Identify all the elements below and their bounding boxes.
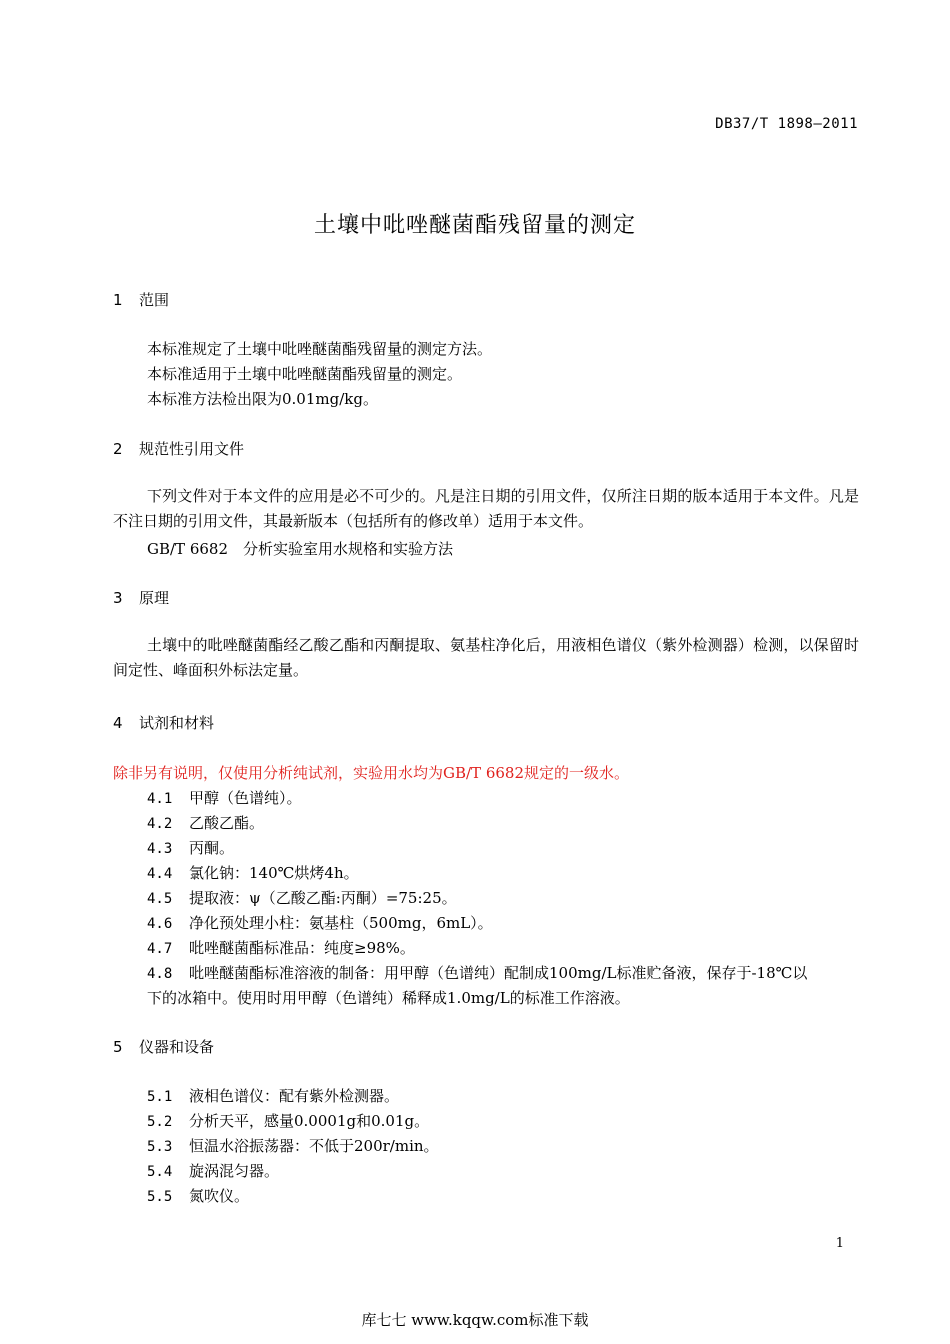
item-text: 液相色谱仪：配有紫外检测器。 bbox=[189, 1087, 400, 1105]
section-number: 3 bbox=[113, 589, 123, 607]
paragraph: 本标准适用于土壤中吡唑醚菌酯残留量的测定。 bbox=[147, 365, 463, 383]
item-text: 分析天平，感量0.0001g和0.01g。 bbox=[189, 1112, 430, 1130]
section-number: 5 bbox=[113, 1038, 123, 1056]
standard-code: DB37/T 1898—2011 bbox=[715, 116, 858, 132]
list-item bbox=[147, 1160, 279, 1181]
item-text: 氯化钠：140℃烘烤4h。 bbox=[189, 864, 359, 882]
section-number: 4 bbox=[113, 714, 123, 732]
item-text: 吡唑醚菌酯标准溶液的制备：用甲醇（色谱纯）配制成100mg/L标准贮备液，保存于-18℃以 bbox=[189, 964, 808, 982]
list-item bbox=[147, 912, 493, 933]
paragraph: 本标准规定了土壤中吡唑醚菌酯残留量的测定方法。 bbox=[147, 340, 493, 358]
section-3-heading bbox=[113, 587, 169, 608]
section-4-heading bbox=[113, 712, 214, 733]
item-text: 甲醇（色谱纯）。 bbox=[189, 789, 302, 807]
list-item bbox=[147, 812, 264, 833]
item-number: 5.4 bbox=[147, 1164, 173, 1180]
section-title: 仪器和设备 bbox=[139, 1038, 215, 1056]
item-number: 4.1 bbox=[147, 791, 173, 807]
item-text: 氮吹仪。 bbox=[189, 1187, 250, 1205]
section-title: 原理 bbox=[139, 589, 170, 607]
section-title: 试剂和材料 bbox=[139, 714, 215, 732]
footer-watermark[interactable]: 库七七 www.kqqw.com标准下载 bbox=[361, 1311, 589, 1329]
normative-reference: GB/T 6682 分析实验室用水规格和实验方法 bbox=[147, 540, 454, 558]
section-title: 范围 bbox=[139, 291, 170, 309]
list-item bbox=[147, 937, 415, 958]
section-number: 2 bbox=[113, 440, 123, 458]
item-number: 5.1 bbox=[147, 1089, 173, 1105]
item-text: 提取液：ψ（乙酸乙酯:丙酮）=75:25。 bbox=[189, 889, 457, 907]
list-item bbox=[147, 787, 302, 808]
item-text: 吡唑醚菌酯标准品：纯度≥98%。 bbox=[189, 939, 415, 957]
list-item bbox=[147, 962, 807, 983]
section-number: 1 bbox=[113, 291, 123, 309]
section-1-heading bbox=[113, 289, 169, 310]
item-text: 净化预处理小柱：氨基柱（500mg，6mL）。 bbox=[189, 914, 493, 932]
list-item bbox=[147, 837, 234, 858]
list-item-continuation: 下的冰箱中。使用时用甲醇（色谱纯）稀释成1.0mg/L的标准工作溶液。 bbox=[147, 989, 630, 1007]
list-item bbox=[147, 887, 457, 908]
item-number: 4.4 bbox=[147, 866, 173, 882]
paragraph: 本标准方法检出限为0.01mg/kg。 bbox=[147, 390, 378, 408]
item-number: 4.5 bbox=[147, 891, 173, 907]
item-number: 4.6 bbox=[147, 916, 173, 932]
section-5-heading bbox=[113, 1036, 214, 1057]
list-item bbox=[147, 1135, 439, 1156]
list-item bbox=[147, 1110, 429, 1131]
list-item bbox=[147, 1085, 399, 1106]
paragraph: 土壤中的吡唑醚菌酯经乙酸乙酯和丙酮提取、氨基柱净化后，用液相色谱仪（紫外检测器）检测，以保留时间定性、峰面积外标法定量。 bbox=[113, 636, 859, 679]
page-number: 1 bbox=[835, 1236, 844, 1251]
item-number: 5.5 bbox=[147, 1189, 173, 1205]
item-text: 乙酸乙酯。 bbox=[189, 814, 265, 832]
reagent-note: 除非另有说明，仅使用分析纯试剂，实验用水均为GB/T 6682规定的一级水。 bbox=[113, 764, 630, 782]
item-text: 恒温水浴振荡器：不低于200r/min。 bbox=[189, 1137, 439, 1155]
item-number: 4.7 bbox=[147, 941, 173, 957]
item-text: 丙酮。 bbox=[189, 839, 235, 857]
item-number: 4.3 bbox=[147, 841, 173, 857]
list-item bbox=[147, 1185, 249, 1206]
page-title: 土壤中吡唑醚菌酯残留量的测定 bbox=[313, 213, 636, 238]
item-number: 5.3 bbox=[147, 1139, 173, 1155]
paragraph: 下列文件对于本文件的应用是必不可少的。凡是注日期的引用文件，仅所注日期的版本适用于本文件。凡是不注日期的引用文件，其最新版本（包括所有的修改单）适用于本文件。 bbox=[113, 487, 859, 530]
section-2-heading bbox=[113, 438, 244, 459]
item-number: 4.8 bbox=[147, 966, 173, 982]
item-number: 4.2 bbox=[147, 816, 173, 832]
list-item bbox=[147, 862, 359, 883]
item-number: 5.2 bbox=[147, 1114, 173, 1130]
item-text: 旋涡混匀器。 bbox=[189, 1162, 280, 1180]
section-title: 规范性引用文件 bbox=[139, 440, 245, 458]
